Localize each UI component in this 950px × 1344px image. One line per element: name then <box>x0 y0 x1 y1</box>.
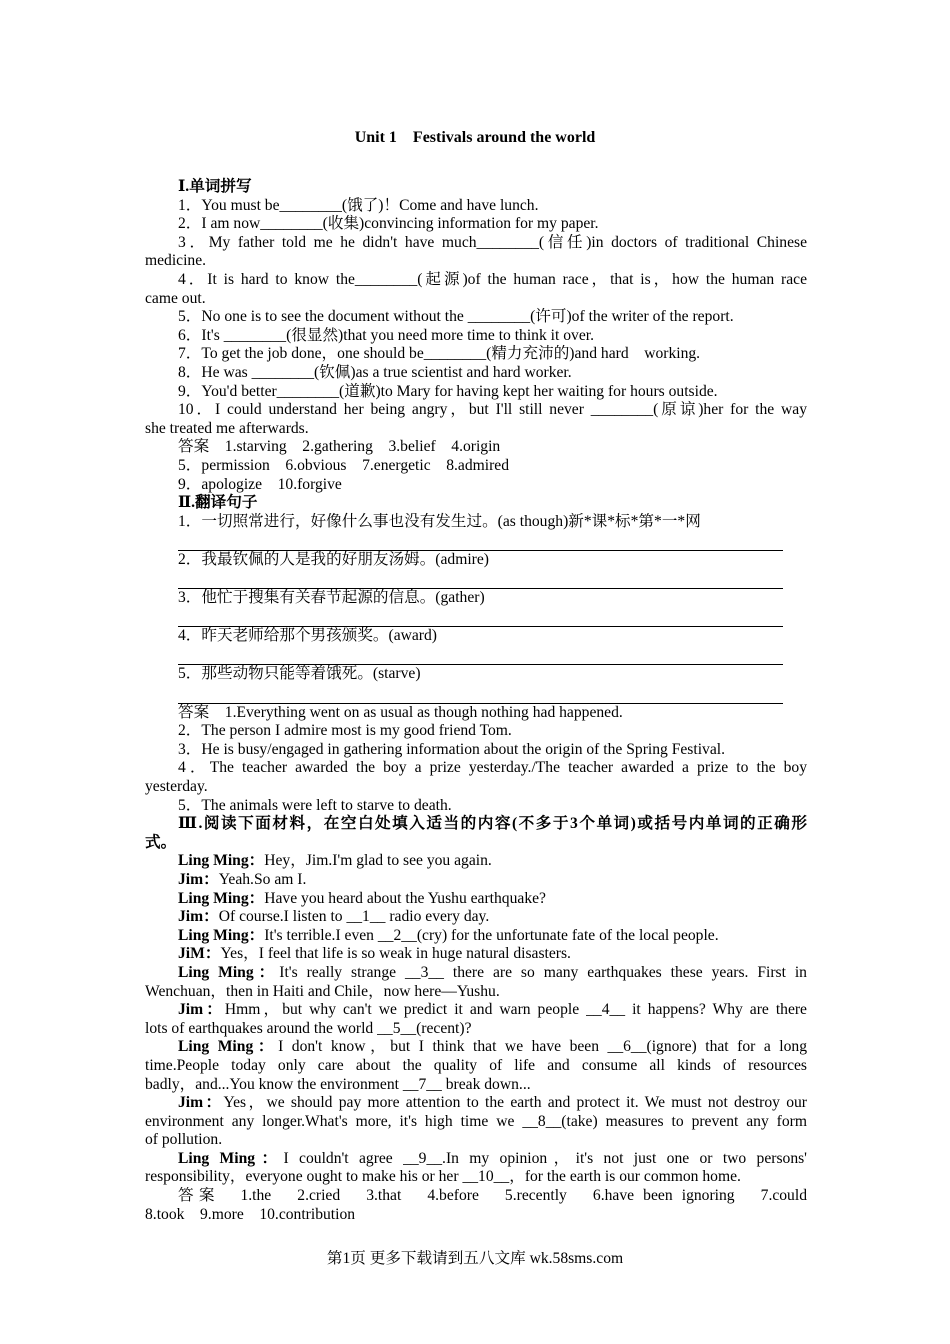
speaker: Ling Ming： <box>178 963 280 981</box>
s1-item: 2．I am now________(收集)convincing information for my paper. <box>178 215 599 233</box>
s2-answer: 3．He is busy/engaged in gathering information about the origin of the Spring Festival. <box>178 740 725 758</box>
dialogue-line <box>145 871 807 890</box>
s1-answer: 答案 1.starving 2.gathering 3.belief 4.origin <box>178 438 501 456</box>
answer-line <box>178 569 783 589</box>
document-body <box>145 178 807 1224</box>
dialogue-line <box>145 1001 807 1020</box>
s1-item: 4．It is hard to know the________(起源)of the human race，that is，how the human race <box>178 270 807 288</box>
s2-answer: 2．The person I admire most is my good friend Tom. <box>178 722 512 740</box>
section-3-heading-cont: 式。 <box>145 833 177 851</box>
dialogue-line-cont: lots of earthquakes around the world __5__(recent)? <box>145 1019 472 1037</box>
utterance: Hey，Jim.I'm glad to see you again. <box>264 852 492 870</box>
s1-item-cont: she treated me afterwards. <box>145 419 309 437</box>
dialogue-line-cont: badly，and...You know the environment __7__ break down... <box>145 1075 531 1093</box>
s2-item: 5．那些动物只能等着饿死。(starve) <box>178 665 421 683</box>
speaker: Ling Ming： <box>178 926 265 944</box>
s2-item: 4．昨天老师给那个男孩颁奖。(award) <box>178 627 437 645</box>
answer-line <box>178 646 783 666</box>
speaker: JiM： <box>178 945 221 963</box>
s2-item: 1．一切照常进行，好像什么事也没有发生过。(as though)新*课*标*第*一*网 <box>178 512 701 530</box>
dialogue-line <box>145 852 807 871</box>
dialogue-line <box>145 945 807 964</box>
s2-item: 2．我最钦佩的人是我的好朋友汤姆。(admire) <box>178 550 489 568</box>
speaker: Ling Ming： <box>178 889 265 907</box>
s1-item: 10．I could understand her being angry，but I'll still never ________(原谅)her for the way <box>178 401 807 419</box>
s2-item: 3．他忙于搜集有关春节起源的信息。(gather) <box>178 589 485 607</box>
page-title: Unit 1 Festivals around the world <box>354 129 596 146</box>
utterance: Have you heard about the Yushu earthquake? <box>264 889 546 907</box>
utterance: Of course.I listen to __1__ radio every day. <box>218 908 490 926</box>
utterance: It's terrible.I even __2__(cry) for the unfortunate fate of the local people. <box>264 926 719 944</box>
speaker: Jim： <box>178 870 219 888</box>
speaker: Jim： <box>178 1094 224 1112</box>
s1-item: 9．You'd better________(道歉)to Mary for having kept her waiting for hours outside. <box>178 382 718 400</box>
utterance: Hmm，but why can't we predict it and warn people __4__ it happens? Why are there <box>224 1001 807 1019</box>
s3-answer: 答案 1.the 2.cried 3.that 4.before 5.recently 6.have been ignoring 7.could <box>178 1187 807 1205</box>
s1-item: 5．No one is to see the document without the ________(许可)of the writer of the report. <box>178 308 734 326</box>
s2-answer: 答案 1.Everything went on as usual as though nothing had happened. <box>178 703 623 721</box>
s3-answer-cont: 8.took 9.more 10.contribution <box>145 1205 356 1223</box>
utterance: Yes，I feel that life is so weak in huge natural disasters. <box>220 945 571 963</box>
speaker: Ling Ming： <box>178 852 265 870</box>
dialogue-line <box>145 1038 807 1057</box>
section-2-heading: Ⅱ.翻译句子 <box>178 494 258 512</box>
dialogue-line-cont: environment any longer.What's more, it's high time we __8__(take) measures to prevent any form <box>145 1112 807 1130</box>
s1-item: 7．To get the job done，one should be________(精力充沛的)and hard working. <box>178 345 701 363</box>
s1-item-cont: came out. <box>145 289 206 307</box>
s2-answer: 5．The animals were left to starve to death. <box>178 796 452 814</box>
answer-line <box>178 684 783 704</box>
dialogue-line-cont: responsibility，everyone ought to make his or her __10__，for the earth is our common home. <box>145 1168 741 1186</box>
speaker: Ling Ming： <box>178 1149 284 1167</box>
s1-item-cont: medicine. <box>145 252 207 270</box>
utterance: I couldn't agree __9__.In my opinion，it's not just one or two persons' <box>283 1149 807 1167</box>
answer-line <box>178 531 783 551</box>
s2-answer: 4．The teacher awarded the boy a prize yesterday./The teacher awarded a prize to the boy <box>178 759 807 777</box>
s1-item: 8．He was ________(钦佩)as a true scientist and hard worker. <box>178 363 572 381</box>
dialogue-line-cont: of pollution. <box>145 1131 223 1149</box>
utterance: Yes，we should pay more attention to the earth and protect it. We must not destroy our <box>223 1094 807 1112</box>
dialogue-line-cont: time.People today only care about the quality of life and consume all kinds of resources <box>145 1056 807 1074</box>
s1-item: 3．My father told me he didn't have much________(信任)in doctors of traditional Chinese <box>178 233 807 251</box>
speaker: Jim： <box>178 908 219 926</box>
dialogue-line <box>145 1094 807 1113</box>
dialogue-line <box>145 927 807 946</box>
s1-item: 6．It's ________(很显然)that you need more time to think it over. <box>178 326 594 344</box>
s1-item: 1．You must be________(饿了)！Come and have lunch. <box>178 196 539 214</box>
s1-answer: 5．permission 6.obvious 7.energetic 8.admired <box>178 456 510 474</box>
answer-line <box>178 608 783 628</box>
utterance: I don't know，but I think that we have been __6__(ignore) that for a long <box>278 1038 808 1056</box>
section-3-heading: Ⅲ.阅读下面材料，在空白处填入适当的内容(不多于3个单词)或括号内单词的正确形 <box>178 815 807 833</box>
s2-answer-cont: yesterday. <box>145 778 208 795</box>
speaker: Jim： <box>178 1001 225 1019</box>
dialogue-line <box>145 1150 807 1169</box>
dialogue-line-cont: Wenchuan，then in Haiti and Chile，now here—Yushu. <box>145 982 500 1000</box>
utterance: Yeah.So am I. <box>218 870 307 888</box>
speaker: Ling Ming： <box>178 1038 279 1056</box>
section-1-heading: Ⅰ.单词拼写 <box>178 178 252 195</box>
utterance: It's really strange __3__ there are so many earthquakes these years. First in <box>279 963 807 981</box>
dialogue-line <box>145 890 807 909</box>
s1-answer: 9．apologize 10.forgive <box>178 475 342 493</box>
page-footer: 第1页 更多下载请到五八文库 wk.58sms.com <box>326 1250 624 1267</box>
dialogue-line <box>145 964 807 983</box>
dialogue-line <box>145 908 807 927</box>
